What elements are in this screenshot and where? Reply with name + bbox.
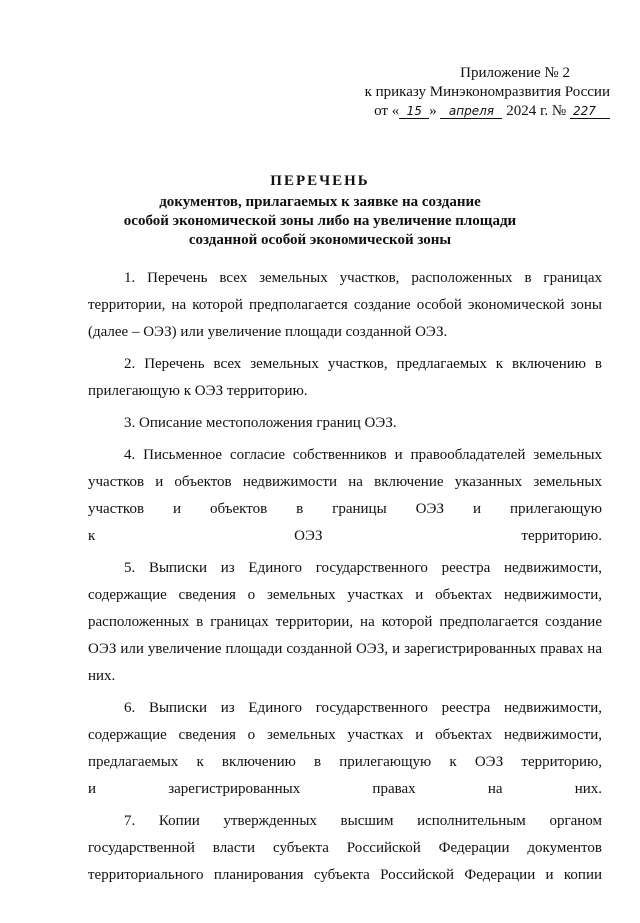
title-line-1: документов, прилагаемых к заявке на создание xyxy=(159,194,481,210)
order-reference: к приказу Минэкономразвития России xyxy=(364,84,610,100)
list-item-2: 2. Перечень всех земельных участков, предлагаемых к включению в прилегающую к ОЭЗ территорию. xyxy=(88,356,602,399)
handwritten-month: апреля xyxy=(440,104,502,119)
handwritten-day: 15 xyxy=(399,104,429,119)
date-prefix: от « xyxy=(374,103,400,119)
document-body xyxy=(88,265,602,894)
list-item-5: 5. Выписки из Единого государственного реестра недвижимости, содержащие сведения о земельных участках и объектах недвижимости, расположенных в границах территории, на которой предполагается создание ОЭЗ или увеличение площади созданной ОЭЗ, и зарегистрированных правах на них. xyxy=(88,560,602,684)
list-item-6-text: 6. Выписки из Единого государственного реестра недвижимости, содержащие сведения о земельных участках и объектах недвижимости, предлагаемых к включению в прилегающую к ОЭЗ территорию, xyxy=(88,700,602,770)
order-date-line xyxy=(340,102,610,121)
document-title xyxy=(60,172,580,250)
list-item-4-text: 4. Письменное согласие собственников и правообладателей земельных участков и объектов недвижимости на включение указанных земельных участков и объектов в границы ОЭЗ и прилегающую xyxy=(88,447,602,517)
list-item-3: 3. Описание местоположения границ ОЭЗ. xyxy=(124,415,397,431)
handwritten-number: 227 xyxy=(570,104,610,119)
list-item-6 xyxy=(88,695,602,803)
year-text: 2024 г. № xyxy=(506,103,567,119)
title-line-2: особой экономической зоны либо на увеличение площади xyxy=(123,213,517,229)
list-item-4-tail: к ОЭЗ территорию. xyxy=(88,528,602,544)
title-main: ПЕРЕЧЕНЬ xyxy=(270,173,370,189)
list-item-4 xyxy=(88,442,602,550)
list-item-7: 7. Копии утвержденных высшим исполнительным органом государственной власти субъекта Российской Федерации документов территориального планирования субъекта Российской Федерации и копии xyxy=(88,813,602,883)
appendix-number: Приложение № 2 xyxy=(460,65,570,81)
appendix-header xyxy=(340,64,610,121)
date-mid: » xyxy=(429,103,437,119)
list-item-1: 1. Перечень всех земельных участков, расположенных в границах территории, на которой предполагается создание особой экономической зоны (далее – ОЭЗ) или увеличение площади созданной ОЭЗ. xyxy=(88,270,602,340)
title-line-3: созданной особой экономической зоны xyxy=(188,232,452,248)
list-item-6-tail: и зарегистрированных правах на них. xyxy=(88,781,602,797)
